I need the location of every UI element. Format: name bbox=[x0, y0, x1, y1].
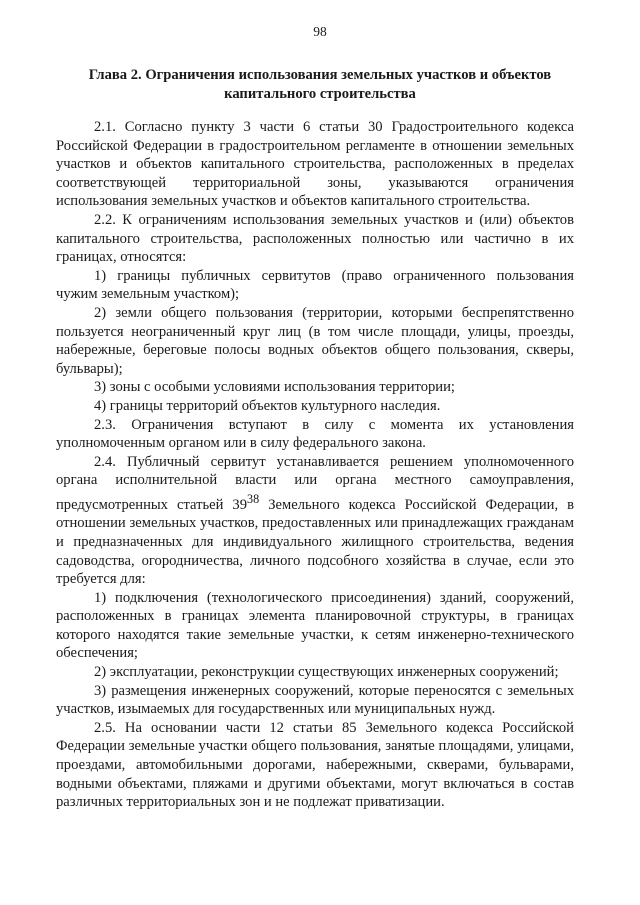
page-number: 98 bbox=[313, 24, 327, 39]
list-item-2-4-2: 2) эксплуатации, реконструкции существующих инженерных сооружений; bbox=[94, 664, 559, 681]
paragraph-2-5: 2.5. На основании части 12 статьи 85 Земельного кодекса Российской Федерации земельные участки общего пользования, занятые площадями, улицами, проездами, автомобильными дорогами, набережными, скверами, бульварами, водными объектами, пляжами и другими объектами, могут включаться в состав различных территориальных зон и не подлежат приватизации. bbox=[56, 719, 574, 811]
paragraph-2-4-start: 2.4. Публичный сервитут устанавливается решением уполномоченного органа исполнительной власти или органа местного самоуправления, предусмотренных статьей 39 bbox=[56, 453, 574, 513]
chapter-title-line-2: капитального строительства bbox=[224, 86, 416, 102]
document-body bbox=[56, 118, 574, 812]
paragraph-2-1: 2.1. Согласно пункту 3 части 6 статьи 30 Градостроительного кодекса Российской Федерации в градостроительном регламенте в отношении земельных участков и объектов капитального строительства, расположенных в пределах соответствующей территориальной зоны, указываются ограничения использования земельных участков и объектов капитального строительства. bbox=[56, 119, 574, 210]
paragraph-2-3: 2.3. Ограничения вступают в силу с момента их установления уполномоченным органом или в силу федерального закона. bbox=[56, 416, 574, 452]
list-item-2-4-1: 1) подключения (технологического присоединения) зданий, сооружений, расположенных в границах элемента планировочной структуры, в границах которого находятся такие земельные участки, к сетям инженерно-технического обеспечения; bbox=[56, 589, 574, 662]
list-item-2-2-3: 3) зоны с особыми условиями использования территории; bbox=[94, 379, 455, 396]
paragraph-2-4 bbox=[56, 453, 574, 589]
paragraph-2-4-end: Земельного кодекса Российской Федерации, в отношении земельных участков, предоставленных или принадлежащих гражданам и предназначенных для индивидуального жилищного строительства, ведения садоводства, огородничества, личного подсобного хозяйства в случае, если это требуется для: bbox=[56, 496, 574, 588]
paragraph-2-2: 2.2. К ограничениям использования земельных участков и (или) объектов капитального строительства, расположенных полностью или частично в их границах, относятся: bbox=[56, 211, 574, 266]
list-item-2-2-4: 4) границы территорий объектов культурного наследия. bbox=[94, 397, 441, 414]
chapter-title bbox=[56, 66, 584, 104]
list-item-2-4-3: 3) размещения инженерных сооружений, которые переносятся с земельных участков, изымаемых для государственных или муниципальных нужд. bbox=[56, 682, 574, 718]
article-superscript: 38 bbox=[247, 491, 260, 506]
list-item-2-2-1: 1) границы публичных сервитутов (право ограниченного пользования чужим земельным участком); bbox=[56, 267, 574, 303]
list-item-2-2-2: 2) земли общего пользования (территории, которыми беспрепятственно пользуется неограниченный круг лиц (в том числе площади, улицы, проезды, набережные, береговые полосы водных объектов общего пользования, скверы, бульвары); bbox=[56, 304, 574, 377]
chapter-title-line-1: Глава 2. Ограничения использования земельных участков и объектов bbox=[88, 67, 552, 83]
